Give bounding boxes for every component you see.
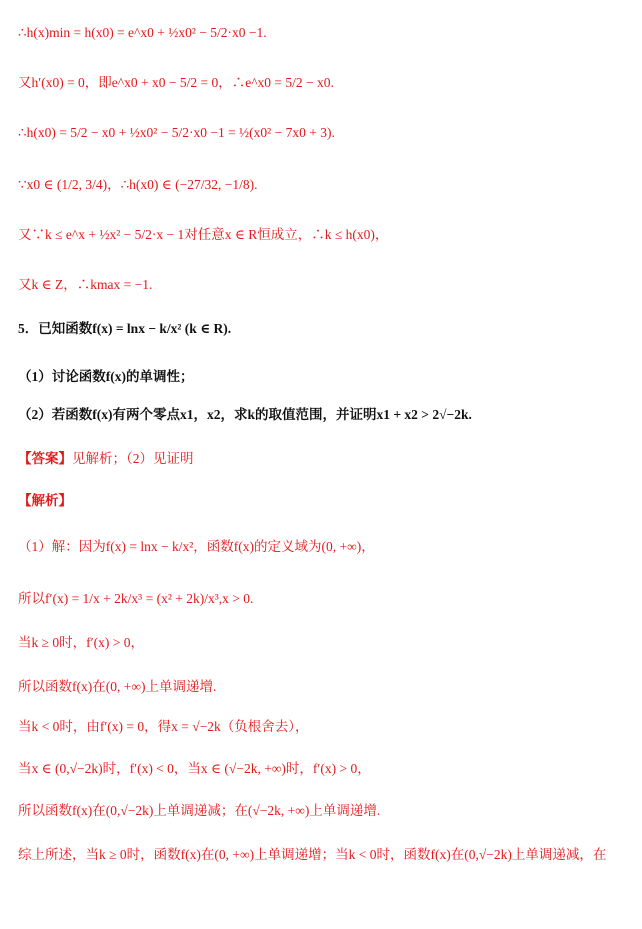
analysis-line-6: 当x ∈ (0,√−2k)时，f′(x) < 0，当x ∈ (√−2k, +∞)时，f′(x) > 0， bbox=[18, 761, 371, 776]
solution-line-5: 又∵k ≤ e^x + ½x² − 5/2·x − 1对任意x ∈ R恒成立，∴k ≤ h(x0)， bbox=[18, 227, 389, 242]
analysis-line-2: 所以f′(x) = 1/x + 2k/x³ = (x² + 2k)/x³,x > 0. bbox=[18, 591, 254, 606]
answer-line bbox=[18, 450, 194, 468]
analysis-line-5: 当k < 0时，由f′(x) = 0，得x = √−2k（负根舍去）， bbox=[18, 719, 309, 734]
answer-tag: 【答案】 bbox=[18, 451, 72, 466]
analysis-tag: 【解析】 bbox=[18, 493, 72, 508]
solution-line-4: ∵x0 ∈ (1/2, 3/4)，∴h(x0) ∈ (−27/32, −1/8). bbox=[18, 177, 258, 192]
problem-5-part-2: （2）若函数f(x)有两个零点x1，x2，求k的取值范围，并证明x1 + x2 > 2√−2k. bbox=[18, 407, 472, 422]
solution-line-3: ∴h(x0) = 5/2 − x0 + ½x0² − 5/2·x0 −1 = ½(x0² − 7x0 + 3). bbox=[18, 125, 335, 140]
solution-line-6: 又k ∈ Z，∴kmax = −1. bbox=[18, 277, 153, 292]
solution-line-2: 又h′(x0) = 0，即e^x0 + x0 − 5/2 = 0，∴e^x0 = 5/2 − x0. bbox=[18, 75, 334, 90]
problem-5-part-1: （1）讨论函数f(x)的单调性； bbox=[18, 369, 194, 384]
analysis-line-3: 当k ≥ 0时，f′(x) > 0， bbox=[18, 635, 144, 650]
analysis-line-8: 综上所述，当k ≥ 0时，函数f(x)在(0, +∞)上单调递增；当k < 0时，函数f(x)在(0,√−2k)上单调递减，在 bbox=[18, 847, 607, 862]
problem-5-title: 5．已知函数f(x) = lnx − k/x² (k ∈ R). bbox=[18, 321, 232, 336]
solution-line-1: ∴h(x)min = h(x0) = e^x0 + ½x0² − 5/2·x0 −1. bbox=[18, 25, 267, 40]
analysis-line-7: 所以函数f(x)在(0,√−2k)上单调递减；在(√−2k, +∞)上单调递增. bbox=[18, 803, 381, 818]
answer-text: 见解析；（2）见证明 bbox=[72, 451, 194, 466]
analysis-line-1: （1）解：因为f(x) = lnx − k/x²，函数f(x)的定义域为(0, +∞)， bbox=[18, 539, 375, 554]
analysis-line-4: 所以函数f(x)在(0, +∞)上单调递增. bbox=[18, 679, 217, 694]
